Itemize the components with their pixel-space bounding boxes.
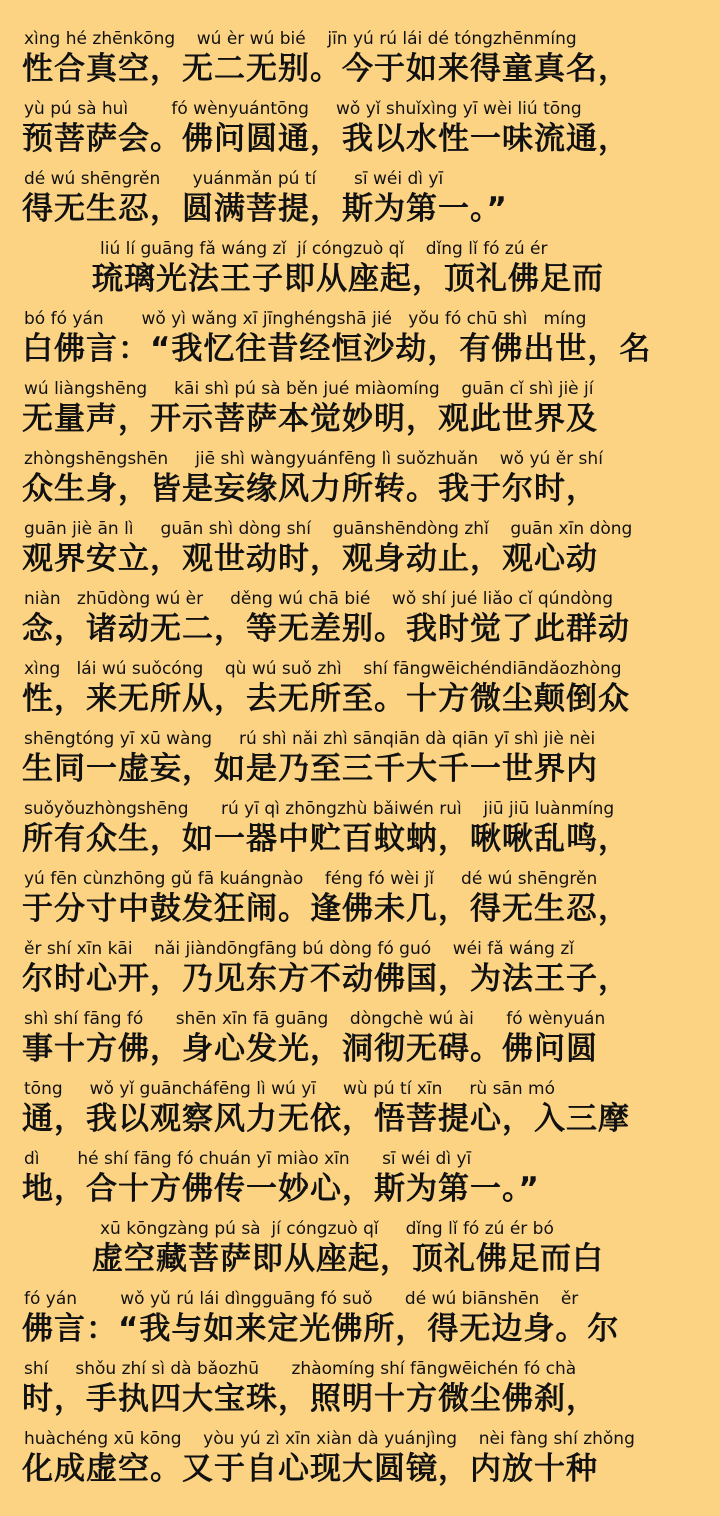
chinese-line: 琉璃光法王子即从座起，顶礼佛足而 (92, 261, 604, 297)
pinyin-line: xìng lái wú suǒcóng qù wú suǒ zhì shí fāngwēichéndiāndǎozhòng (24, 659, 622, 679)
text-line-19 (0, 1288, 720, 1358)
chinese-line: 白佛言：“我忆往昔经恒沙劫，有佛出世，名 (22, 331, 652, 367)
text-line-14 (0, 938, 720, 1008)
chinese-line: 观界安立，观世动时，观身动止，观心动 (22, 541, 598, 577)
text-line-3 (0, 168, 720, 238)
pinyin-line: shēngtóng yī xū wàng rú shì nǎi zhì sānqiān dà qiān yī shì jiè nèi (24, 729, 596, 749)
pinyin-line: guān jiè ān lì guān shì dòng shí guānshēndòng zhǐ guān xīn dòng (24, 519, 633, 539)
pinyin-line: ěr shí xīn kāi nǎi jiàndōngfāng bú dòng fó guó wéi fǎ wáng zǐ (24, 939, 574, 959)
pinyin-line: huàchéng xū kōng yòu yú zì xīn xiàn dà yuánjìng nèi fàng shí zhǒng (24, 1429, 635, 1449)
text-line-2 (0, 98, 720, 168)
text-line-20 (0, 1358, 720, 1428)
pinyin-line: shí shǒu zhí sì dà bǎozhū zhàomíng shí fāngwēichén fó chà (24, 1359, 577, 1379)
chinese-line: 时，手执四大宝珠，照明十方微尘佛刹， (22, 1381, 598, 1417)
text-line-10 (0, 658, 720, 728)
pinyin-line: tōng wǒ yǐ guāncháfēng lì wú yī wù pú tí xīn rù sān mó (24, 1079, 555, 1099)
pinyin-line: liú lí guāng fǎ wáng zǐ jí cóngzuò qǐ dǐng lǐ fó zú ér (100, 239, 548, 259)
pinyin-line: xìng hé zhēnkōng wú èr wú bié jīn yú rú lái dé tóngzhēnmíng (24, 29, 577, 49)
text-line-11 (0, 728, 720, 798)
chinese-line: 地，合十方佛传一妙心，斯为第一。” (22, 1171, 540, 1207)
text-line-15 (0, 1008, 720, 1078)
text-line-6 (0, 378, 720, 448)
pinyin-line: dì hé shí fāng fó chuán yī miào xīn sī wéi dì yī (24, 1149, 472, 1169)
chinese-line: 于分寸中鼓发狂闹。逢佛未几，得无生忍， (22, 891, 630, 927)
chinese-line: 得无生忍，圆满菩提，斯为第一。” (22, 191, 508, 227)
chinese-line: 众生身，皆是妄缘风力所转。我于尔时， (22, 471, 598, 507)
chinese-line: 事十方佛，身心发光，洞彻无碍。佛问圆 (22, 1031, 598, 1067)
pinyin-line: yù pú sà huì fó wènyuántōng wǒ yǐ shuǐxìng yī wèi liú tōng (24, 99, 582, 119)
chinese-line: 尔时心开，乃见东方不动佛国，为法王子， (22, 961, 630, 997)
chinese-line: 佛言：“我与如来定光佛所，得无边身。尔 (22, 1311, 620, 1347)
pinyin-line: shì shí fāng fó shēn xīn fā guāng dòngchè wú ài fó wènyuán (24, 1009, 606, 1029)
pinyin-line: fó yán wǒ yǔ rú lái dìngguāng fó suǒ dé wú biānshēn ěr (24, 1289, 579, 1309)
text-line-7 (0, 448, 720, 518)
text-line-5 (0, 308, 720, 378)
chinese-line: 无量声，开示菩萨本觉妙明，观此世界及 (22, 401, 598, 437)
text-line-16 (0, 1078, 720, 1148)
text-line-4 (0, 238, 720, 308)
chinese-line: 化成虚空。又于自心现大圆镜，内放十种 (22, 1451, 598, 1487)
pinyin-line: yú fēn cùnzhōng gǔ fā kuángnào féng fó wèi jǐ dé wú shēngrěn (24, 869, 598, 889)
chinese-line: 通，我以观察风力无依，悟菩提心，入三摩 (22, 1101, 630, 1137)
pinyin-line: dé wú shēngrěn yuánmǎn pú tí sī wéi dì yī (24, 169, 444, 189)
text-line-18 (0, 1218, 720, 1288)
pinyin-line: bó fó yán wǒ yì wǎng xī jīnghéngshā jié yǒu fó chū shì míng (24, 309, 587, 329)
chinese-line: 虚空藏菩萨即从座起，顶礼佛足而白 (92, 1241, 604, 1277)
text-line-12 (0, 798, 720, 868)
text-line-17 (0, 1148, 720, 1218)
pinyin-line: suǒyǒuzhòngshēng rú yī qì zhōngzhù bǎiwén ruì jiū jiū luànmíng (24, 799, 615, 819)
chinese-line: 预菩萨会。佛问圆通，我以水性一味流通， (22, 121, 630, 157)
chinese-line: 念，诸动无二，等无差别。我时觉了此群动 (22, 611, 630, 647)
text-line-13 (0, 868, 720, 938)
chinese-line: 生同一虚妄，如是乃至三千大千一世界内 (22, 751, 598, 787)
pinyin-line: niàn zhūdòng wú èr děng wú chā bié wǒ shí jué liǎo cǐ qúndòng (24, 589, 613, 609)
pinyin-line: zhòngshēngshēn jiē shì wàngyuánfēng lì suǒzhuǎn wǒ yú ěr shí (24, 449, 603, 469)
text-line-8 (0, 518, 720, 588)
pinyin-line: xū kōngzàng pú sà jí cóngzuò qǐ dǐng lǐ fó zú ér bó (100, 1219, 554, 1239)
chinese-line: 所有众生，如一器中贮百蚊蚋，啾啾乱鸣， (22, 821, 630, 857)
pinyin-line: wú liàngshēng kāi shì pú sà běn jué miàomíng guān cǐ shì jiè jí (24, 379, 594, 399)
chinese-line: 性合真空，无二无别。今于如来得童真名， (22, 51, 630, 87)
text-line-21 (0, 1428, 720, 1498)
text-line-1 (0, 28, 720, 98)
chinese-line: 性，来无所从，去无所至。十方微尘颠倒众 (22, 681, 630, 717)
text-line-9 (0, 588, 720, 658)
